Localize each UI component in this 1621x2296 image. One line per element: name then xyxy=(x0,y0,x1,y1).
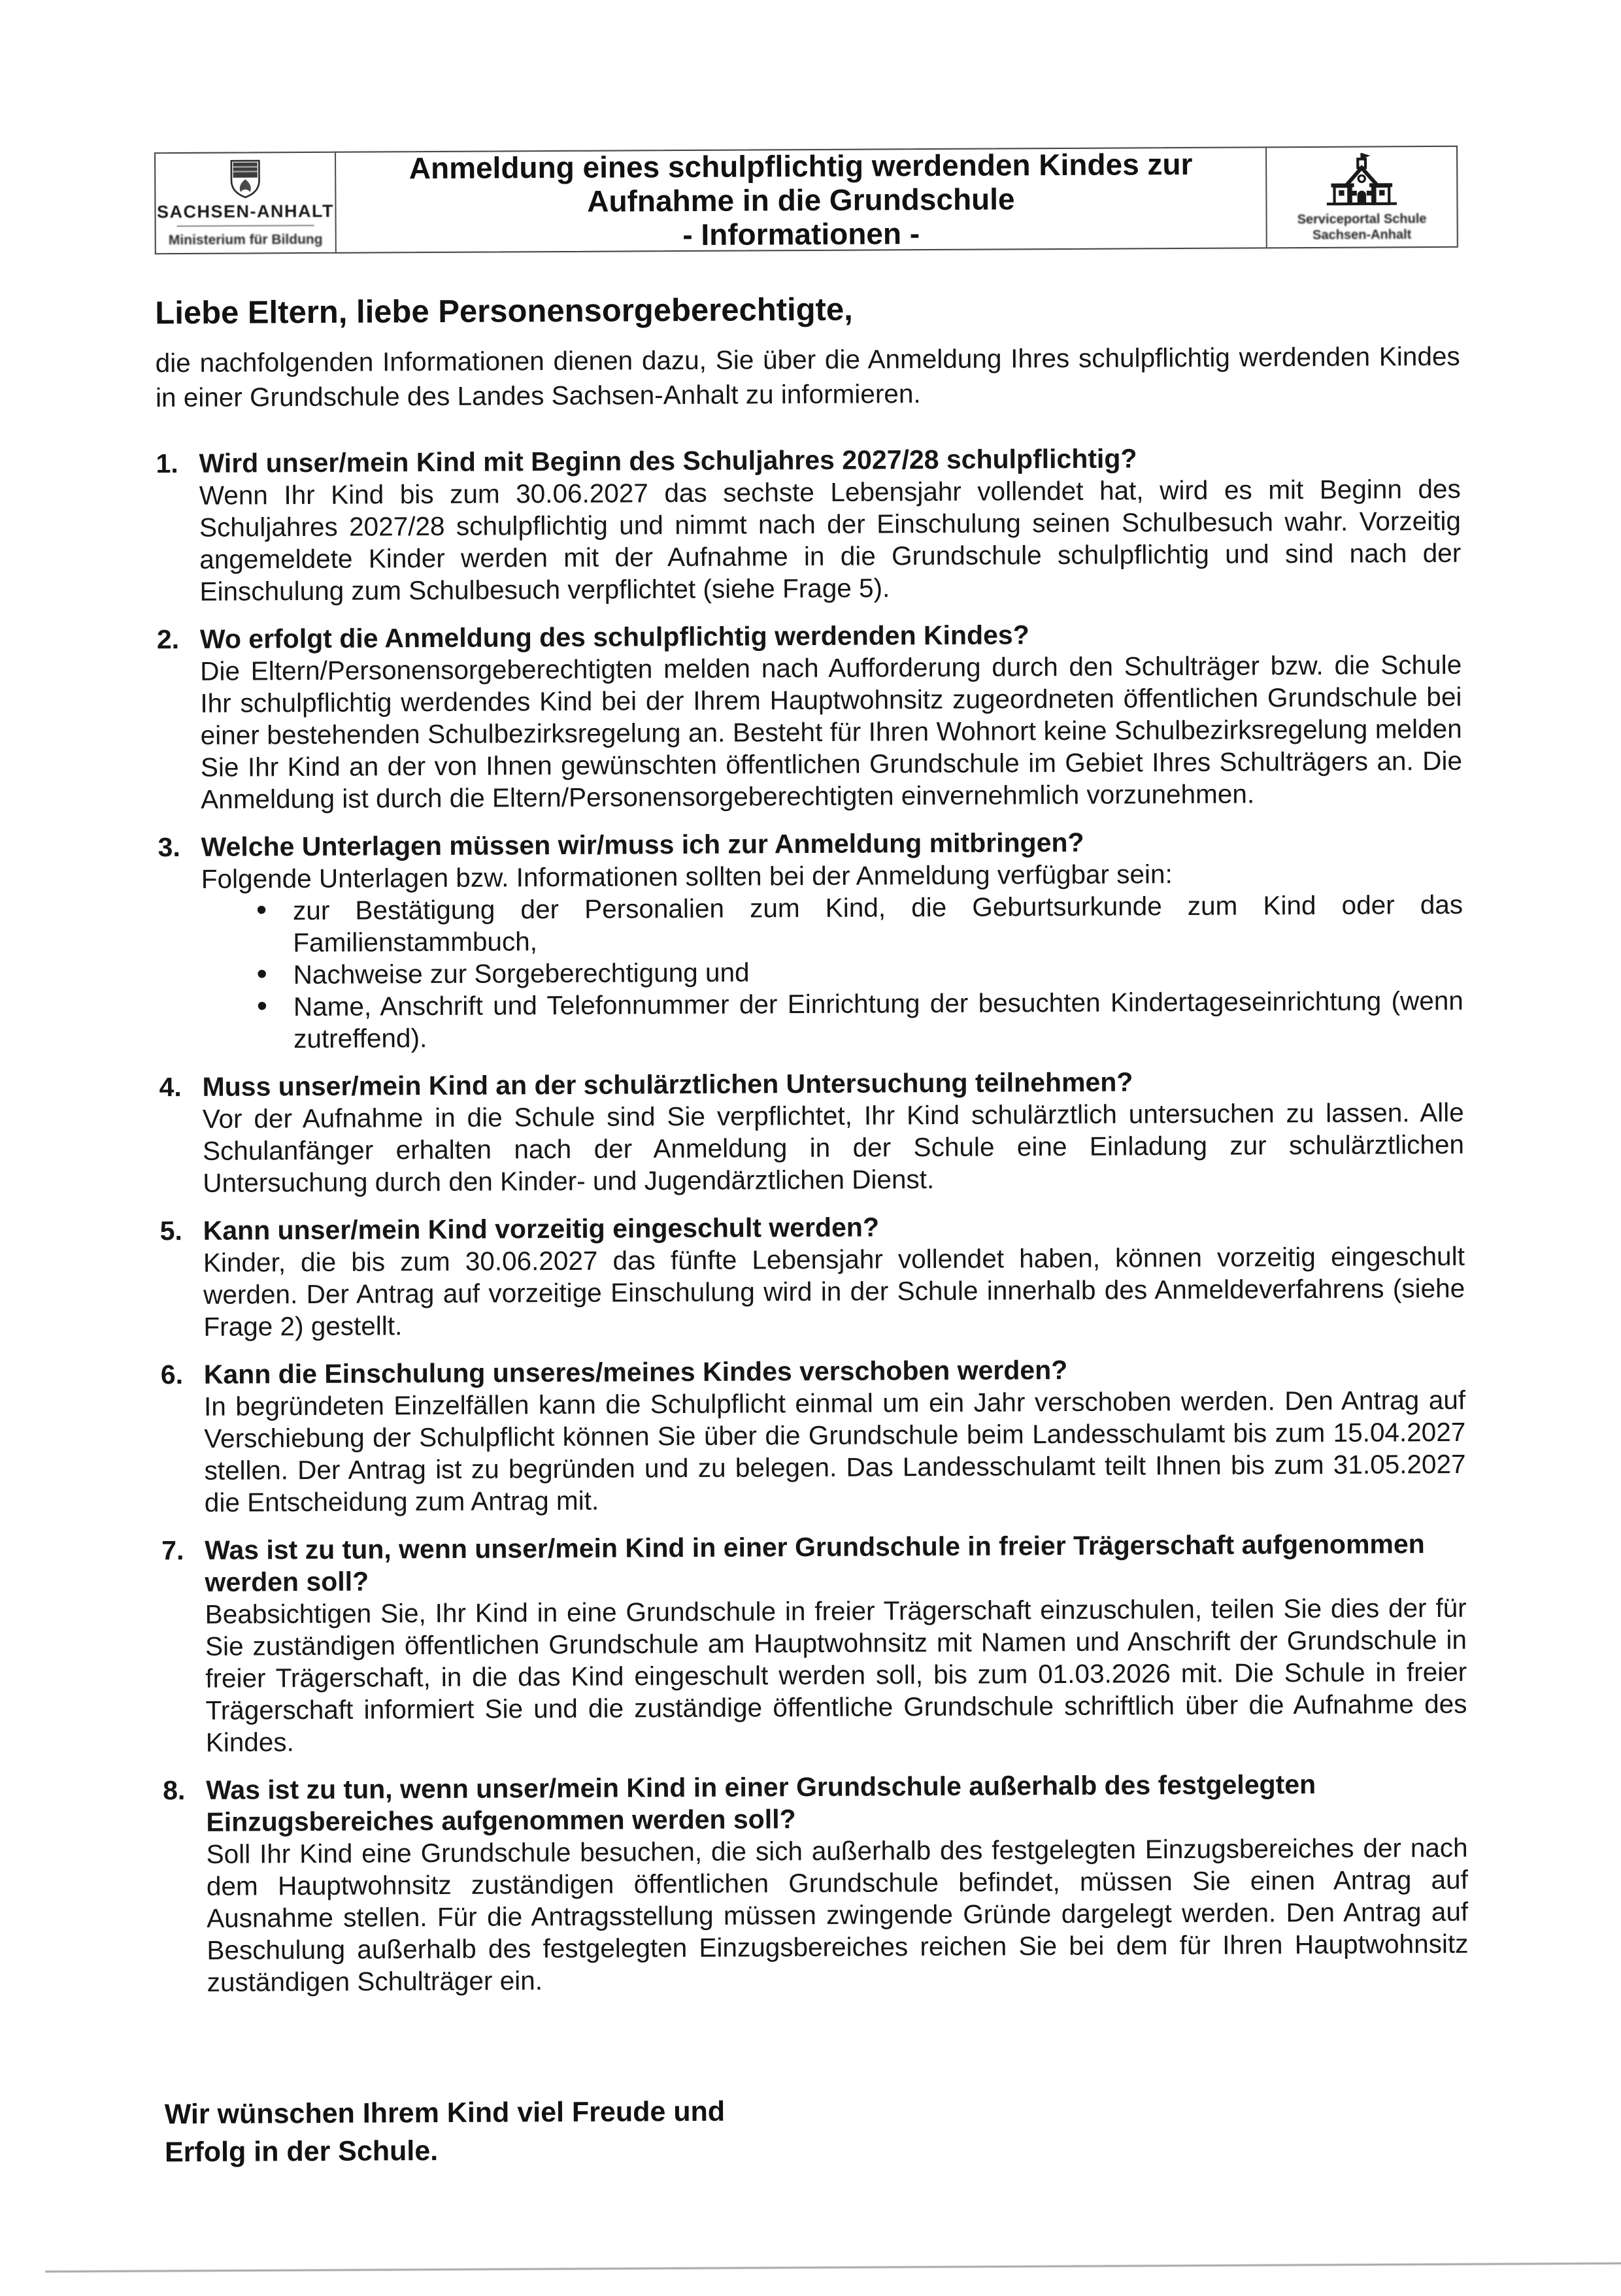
faq-number: 1. xyxy=(156,448,199,608)
faq-answer: Die Eltern/Personensorgeberechtigten melden nach Aufforderung durch den Schulträger bzw. die Schule Ihr schulpflichtig werdendes Kind bei der Ihrem Hauptwohnsitz zugeordneten öffentlichen Grundschule bei einer bestehenden Schulbezirksregelung an. Besteht für Ihren Wohnort keine Schulbezirksregelung melden Sie Ihr Kind an der von Ihnen gewünschten öffentlichen Grundschule im Gebiet Ihres Schulträgers an. Die Anmeldung ist durch die Eltern/Personensorgeberechtigten einvernehmlich vorzunehmen. xyxy=(200,649,1462,816)
faq-item-5 xyxy=(160,1208,1465,1343)
faq-number: 5. xyxy=(160,1215,204,1343)
faq-answer: Wenn Ihr Kind bis zum 30.06.2027 das sechste Lebensjahr vollendet hat, wird es mit Beginn des Schuljahres 2027/28 schulpflichtig und nimmt nach der Einschulung seinen Schulbesuch wahr. Vorzeitig angemeldete Kinder werden mit der Aufnahme in die Grundschule schulpflichtig und sind nach der Einschulung zum Schulbesuch verpflichtet (siehe Frage 5). xyxy=(199,473,1462,608)
school-building-icon xyxy=(1320,151,1403,212)
intro-paragraph: die nachfolgenden Informationen dienen dazu, Sie über die Anmeldung Ihres schulpflichtig werdenden Kindes in einer Grundschule des Landes Sachsen-Anhalt zu informieren. xyxy=(156,339,1461,415)
letterhead-region-label: SACHSEN-ANHALT xyxy=(157,201,334,222)
faq-question: Wird unser/mein Kind mit Beginn des Schuljahres 2027/28 schulpflichtig? xyxy=(199,441,1460,480)
faq-number: 6. xyxy=(161,1359,205,1519)
faq-question: Muss unser/mein Kind an der schulärztlichen Untersuchung teilnehmen? xyxy=(202,1065,1463,1103)
letterhead-rule xyxy=(177,225,314,227)
closing-line1: Wir wünschen Ihrem Kind viel Freude und xyxy=(165,2089,1469,2133)
faq-question: Was ist zu tun, wenn unser/mein Kind in einer Grundschule außerhalb des festgelegten Einzugsbereiches aufgenommen werden soll? xyxy=(206,1768,1467,1838)
faq-answer: In begründeten Einzelfällen kann die Schulpflicht einmal um ein Jahr verschoben werden. Den Antrag auf Verschiebung der Schulpflicht können Sie über die Grundschule beim Landesschulamt bis zum 15.04.2027 stellen. Der Antrag ist zu begründen und zu belegen. Das Landesschulamt teilt Ihnen bis zum 31.05.2027 die Entscheidung zum Antrag mit. xyxy=(204,1384,1466,1519)
required-documents-list xyxy=(201,889,1463,1056)
faq-number: 7. xyxy=(161,1535,206,1759)
faq-item-6 xyxy=(161,1352,1466,1519)
letterhead-title-line1: Anmeldung eines schulpflichtig werdenden Kindes zur xyxy=(409,147,1193,185)
faq-number: 2. xyxy=(157,624,201,816)
faq-item-8 xyxy=(163,1768,1469,1999)
faq-item-2 xyxy=(157,617,1463,816)
faq-number: 3. xyxy=(158,831,202,1056)
faq-answer-intro: Folgende Unterlagen bzw. Informationen sollten bei der Anmeldung verfügbar sein: xyxy=(201,857,1463,895)
faq-question: Kann die Einschulung unseres/meines Kindes verschoben werden? xyxy=(204,1352,1465,1391)
letterhead-title-line3: - Informationen - xyxy=(682,216,920,252)
faq-list xyxy=(156,441,1468,1999)
sachsen-anhalt-coat-of-arms-icon xyxy=(226,158,264,199)
letterhead-right-logo xyxy=(1265,147,1457,248)
required-document-item: • Nachweise zur Sorgeberechtigung und xyxy=(255,953,1463,991)
required-document-item: • zur Bestätigung der Personalien zum Kind, die Geburtsurkunde zum Kind oder das Familienstammbuch, xyxy=(255,889,1463,959)
footer-rule xyxy=(45,2262,1621,2272)
letterhead-left-logo xyxy=(156,153,337,253)
faq-item-3 xyxy=(158,825,1463,1056)
faq-answer: Beabsichtigen Sie, Ihr Kind in eine Grundschule in freier Trägerschaft einzuschulen, teilen Sie dies der für Sie zuständigen öffentlichen Grundschule am Hauptwohnsitz mit Namen und Anschrift der Grundschule in freier Trägerschaft, in die das Kind eingeschult werden soll, bis zum 01.03.2026 mit. Die Schule in freier Trägerschaft informiert Sie und die zuständige öffentliche Grundschule schriftlich über die Aufnahme des Kindes. xyxy=(205,1592,1467,1759)
faq-answer: Vor der Aufnahme in die Schule sind Sie verpflichtet, Ihr Kind schulärztlich untersuchen zu lassen. Alle Schulanfänger erhalten nach der Anmeldung in der Schule eine Einladung zur schulärztlichen Untersuchung durch den Kinder- und Jugendärztlichen Dienst. xyxy=(203,1097,1465,1199)
faq-answer: Soll Ihr Kind eine Grundschule besuchen, die sich außerhalb des festgelegten Einzugsbereiches der nach dem Hauptwohnsitz zuständigen öffentlichen Grundschule befindet, müssen Sie einen Antrag auf Ausnahme stellen. Für die Antragsstellung müssen zwingende Gründe dargelegt werden. Den Antrag auf Beschulung außerhalb des festgelegten Einzugsbereiches reichen Sie bei dem für Ihren Hauptwohnsitz zuständigen Schulträger ein. xyxy=(207,1832,1469,1999)
letterhead-title-line2: Aufnahme in die Grundschule xyxy=(587,182,1015,218)
closing-line2: Erfolg in der Schule. xyxy=(165,2127,1469,2171)
letterhead xyxy=(154,146,1458,254)
faq-question: Was ist zu tun, wenn unser/mein Kind in einer Grundschule in freier Trägerschaft aufgenommen werden soll? xyxy=(205,1528,1466,1599)
letterhead-title xyxy=(336,148,1266,252)
document-body xyxy=(155,288,1469,2171)
faq-item-1 xyxy=(156,441,1461,608)
faq-question: Kann unser/mein Kind vorzeitig eingeschult werden? xyxy=(203,1208,1465,1247)
closing-message xyxy=(165,2089,1470,2171)
salutation-heading: Liebe Eltern, liebe Personensorgeberechtigte, xyxy=(155,288,1460,331)
letterhead-portal-caption-line1: Serviceportal Schule xyxy=(1297,211,1427,227)
faq-answer: Kinder, die bis zum 30.06.2027 das fünfte Lebensjahr vollendet haben, können vorzeitig eingeschult werden. Der Antrag auf vorzeitige Einschulung wird in der Schule innerhalb des Anmeldeverfahrens (siehe Frage 2) gestellt. xyxy=(203,1240,1465,1343)
letterhead-portal-caption-line2: Sachsen-Anhalt xyxy=(1312,227,1411,243)
faq-item-4 xyxy=(159,1065,1464,1199)
faq-item-7 xyxy=(161,1528,1467,1759)
letterhead-ministry-label: Ministerium für Bildung xyxy=(169,232,323,248)
faq-number: 4. xyxy=(159,1071,203,1199)
faq-question: Wo erfolgt die Anmeldung des schulpflichtig werdenden Kindes? xyxy=(200,617,1462,656)
faq-number: 8. xyxy=(163,1774,207,1999)
faq-question: Welche Unterlagen müssen wir/muss ich zur Anmeldung mitbringen? xyxy=(201,825,1462,863)
required-document-item: • Name, Anschrift und Telefonnummer der Einrichtung der besuchten Kindertageseinrichtung (wenn zutreffend). xyxy=(256,985,1463,1056)
